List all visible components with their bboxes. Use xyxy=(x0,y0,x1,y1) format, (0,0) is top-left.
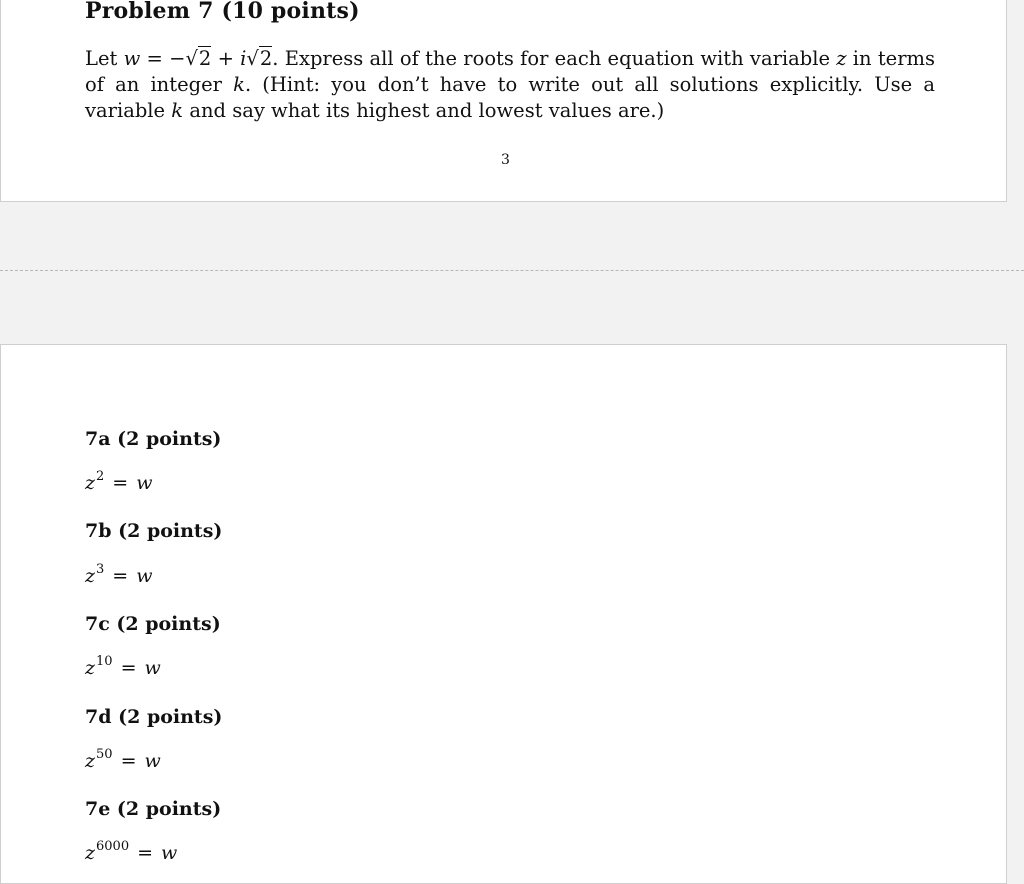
part-title-7d: 7d (2 points) xyxy=(85,706,223,728)
page-3 xyxy=(0,0,1007,202)
page-number: 3 xyxy=(501,152,510,168)
part-title-7c: 7c (2 points) xyxy=(85,613,221,635)
equation-7e: $z^{6000} = w$ xyxy=(85,839,178,864)
part-title-7e: 7e (2 points) xyxy=(85,798,222,820)
equation-7d: $z^{50} = w$ xyxy=(85,747,161,772)
equation-7a: $z^2 = w$ xyxy=(85,469,153,494)
equation-7b: $z^3 = w$ xyxy=(85,562,153,587)
problem-title: Problem 7 (10 points) xyxy=(85,0,360,24)
part-title-7b: 7b (2 points) xyxy=(85,520,223,542)
problem-statement: Let w = −√2 + i√2. Express all of the roots for each equation with variable z in terms of an integer k. (Hint: you don’t have to write out all solutions explicitly. Use a variable k and say what its highest and lowest values are.) xyxy=(85,47,936,122)
page-4 xyxy=(0,344,1007,884)
part-title-7a: 7a (2 points) xyxy=(85,428,222,450)
equation-7c: $z^{10} = w$ xyxy=(85,654,161,679)
page-break-divider xyxy=(0,270,1024,271)
